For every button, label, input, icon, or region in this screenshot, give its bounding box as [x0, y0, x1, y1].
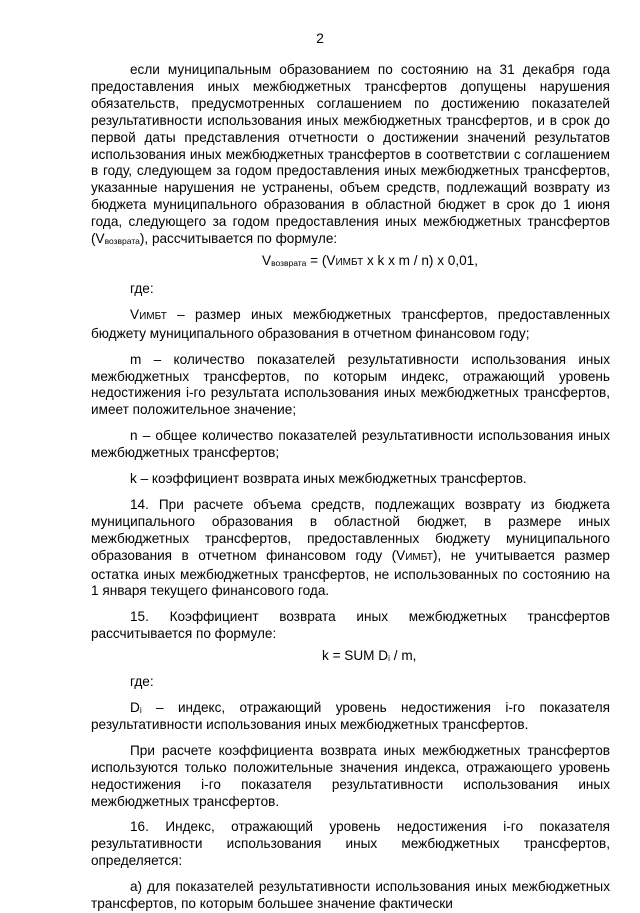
def-v-text: – размер иных межбюджетных трансфертов, предоставленных бюджету муниципального образования в отчетном финансовом году; — [91, 306, 610, 341]
paragraph-16a: а) для показателей результативности использования иных межбюджетных трансфертов, по которым большее значение фактически — [91, 879, 610, 912]
formula-rest: x k x m / n) x 0,01, — [363, 252, 479, 268]
def-v-letter: V — [130, 306, 140, 322]
paragraph-14-text: 14. При расчете объема средств, подлежащих возврату из бюджета муниципального образования в областной бюджет, в размере иных межбюджетных трансфертов, предоставленных бюджету муниципального образования в отчетном финансовом году (V — [91, 496, 610, 563]
subscript-vozvrata: возврата — [104, 236, 140, 247]
paragraph-14 — [91, 497, 610, 600]
paragraph-intro — [91, 62, 610, 248]
where-label-1: где: — [130, 280, 154, 296]
paragraph-intro-end: ), рассчитывается по формуле: — [139, 231, 338, 247]
paragraph-16: 16. Индекс, отражающий уровень недостижения i-го показателя результативности использования иных межбюджетных трансфертов, определяется: — [91, 819, 610, 869]
def-v-sub: ИМБТ — [139, 310, 167, 322]
formula-imbt-sub: ИМБТ — [335, 256, 364, 268]
def-di-text: – индекс, отражающий уровень недостижения i-го показателя результативности использования иных межбюджетных трансфертов. — [91, 700, 610, 732]
paragraph-15: 15. Коэффициент возврата иных межбюджетных трансфертов рассчитывается по формуле: — [91, 609, 610, 642]
def-di-letter: D — [130, 700, 140, 715]
where-label-2: где: — [130, 674, 154, 690]
formula-k-left: k = SUM D — [322, 648, 389, 664]
definition-di — [91, 700, 610, 734]
def-di-sub: i — [139, 705, 142, 715]
formula-v: V — [262, 252, 272, 268]
formula-v-sub: возврата — [271, 257, 307, 268]
formula-mid: = (V — [306, 252, 336, 268]
definition-m: m – количество показателей результативности использования иных межбюджетных трансфертов, по которым индекс, отражающий уровень недостижения i-го результата использования иных межбюджетных трансфертов, имеет положительное значение; — [91, 351, 610, 418]
page-number: 2 — [316, 30, 324, 46]
formula-v-vozvrata — [91, 253, 610, 272]
definition-v-imbt — [91, 307, 610, 343]
paragraph-positive-values: При расчете коэффициента возврата иных межбюджетных трансфертов используются только положительные значения индекса, отражающего уровень недостижения i-го показателя результативности использования иных межбюджетных трансфертов. — [91, 742, 610, 809]
paragraph-14-sub: ИМБТ — [405, 551, 433, 563]
formula-k-right: / m, — [389, 648, 417, 664]
formula-k — [91, 648, 610, 665]
formula-k-sub: i — [388, 653, 390, 664]
paragraph-intro-text: если муниципальным образованием по состоянию на 31 декабря года предоставления иных межбюджетных трансфертов допущены нарушения обязательств, предусмотренных соглашением по достижению показателей результативности использования иных межбюджетных трансфертов, и в срок до первой даты представления отчетности о достижении значений результатов использования иных межбюджетных трансфертов в соответствии с соглашением в году, следующем за годом предоставления иных межбюджетных трансфертов, указанные нарушения не устранены, объем средств, подлежащий возврату из бюджета муниципального образования в областной бюджет в срок до 1 июня года, следующего за годом предоставления иных межбюджетных трансфертов (V — [91, 62, 610, 247]
definition-n: n – общее количество показателей результативности использования иных межбюджетных трансфертов; — [91, 428, 610, 461]
definition-k: k – коэффициент возврата иных межбюджетных трансфертов. — [130, 471, 527, 487]
paragraph-14-end: ), не учитывается размер остатка иных межбюджетных трансфертов, не использованных по состоянию на 1 января текущего финансового года. — [91, 547, 610, 599]
document-body — [91, 62, 610, 913]
